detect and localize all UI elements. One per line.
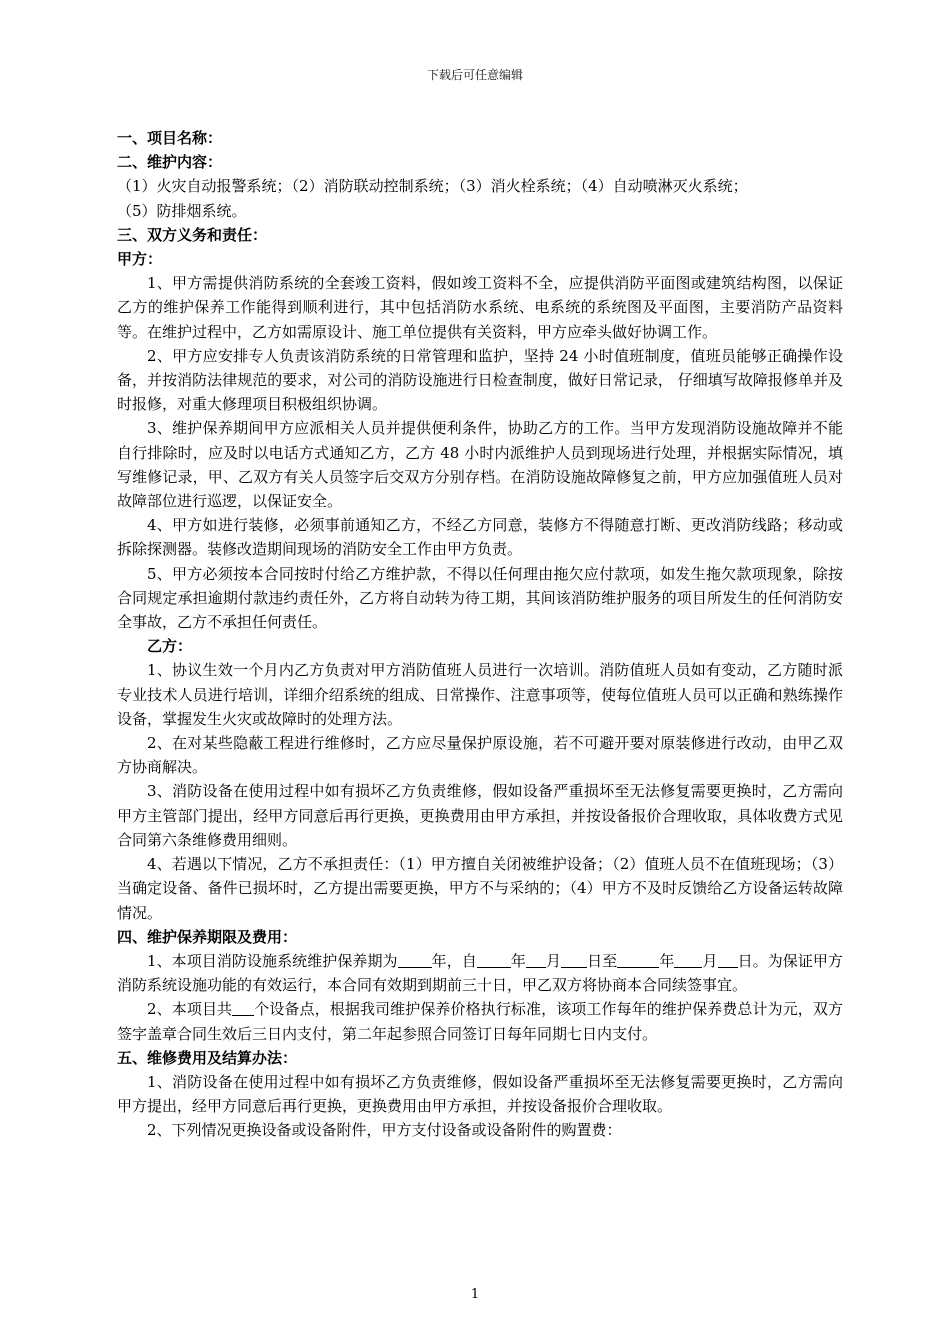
term-clause-2: [117, 997, 843, 1045]
section-heading-obligations: 三、双方义务和责任：: [117, 225, 268, 244]
party-b-clause-2: 2、在对某些隐蔽工程进行维修时，乙方应尽量保护原设施，若不可避开要对原装修进行改动，由甲乙双方协商解决。: [117, 734, 843, 777]
repair-clause-1: 1、消防设备在使用过程中如有损坏乙方负责维修，假如设备严重损坏至无法修复需要更换时，乙方需向甲方提出，经甲方同意后再行更换，更换费用由甲方承担，并按设备报价合理收取。: [117, 1072, 843, 1116]
system-list-line-1: （1）火灾自动报警系统；（2）消防联动控制系统；（3）消火栓系统；（4）自动喷淋灭火系统；: [117, 177, 748, 196]
fee-text-1: 2、本项目共: [147, 1000, 233, 1019]
term-text-6: 年: [659, 951, 675, 970]
party-a-clause-4: 4、甲方如进行装修，必须事前通知乙方，不经乙方同意，装修方不得随意打断、更改消防线路；移动或拆除探测器。装修改造期间现场的消防安全工作由甲方负责。: [117, 516, 843, 559]
blank-years[interactable]: [398, 951, 432, 968]
party-a-heading: 甲方：: [117, 250, 163, 269]
section-heading-project-name: 一、项目名称：: [117, 129, 223, 147]
party-a-clause-2: 2、甲方应安排专人负责该消防系统的日常管理和监护，坚持 24 小时值班制度，值班员能够正确操作设备，并按消防法律规范的要求，对公司的消防设施进行日检查制度，做好日常记录， 仔细填写故障报修单并及时报修，对重大修理项目积极组织协调。: [117, 346, 843, 414]
term-clause-1: [117, 949, 843, 997]
page-number: 1: [470, 1287, 480, 1302]
party-b-clause-4: 4、若遇以下情况，乙方不承担责任：（1）甲方擅自关闭被维护设备；（2）值班人员不在值班现场；（3）当确定设备、备件已损坏时，乙方提出需要更换，甲方不与采纳的；（4）甲方不及时反馈给乙方设备运转故障情况。: [117, 855, 843, 922]
party-b-heading: 乙方：: [147, 637, 193, 656]
blank-start-month[interactable]: [526, 951, 546, 968]
term-text-4: 月: [545, 951, 562, 970]
blank-end-month[interactable]: [674, 951, 702, 968]
blank-end-day[interactable]: [718, 951, 738, 968]
term-text-7: 月: [702, 951, 718, 970]
section-heading-repair-costs: 五、维修费用及结算办法：: [117, 1048, 298, 1067]
blank-start-year[interactable]: [477, 951, 511, 968]
party-b-clause-3: 3、消防设备在使用过程中如有损坏乙方负责维修，假如设备严重损坏至无法修复需要更换时，乙方需向甲方主管部门提出，经甲方同意后再行更换，更换费用由甲方承担，并按设备报价合理收取，具体收费方式见合同第六条维修费用细则。: [117, 782, 843, 849]
party-a-clause-5: 5、甲方必须按本合同按时付给乙方维护款，不得以任何理由拖欠应付款项，如发生拖欠款项现象，除按合同规定承担逾期付款违约责任外，乙方将自动转为待工期，其间该消防维护服务的项目所发生的任何消防安全事故，乙方不承担任何责任。: [117, 564, 843, 632]
blank-end-year[interactable]: [617, 951, 659, 968]
page-header: 下载后可任意编辑: [426, 68, 523, 82]
term-text-8: 日。为保证甲方消防系统设施功能的有效运行，本合同有效期到期前三十日，甲乙双方将协商本合同续签事宜。: [117, 951, 843, 995]
section-heading-maintenance-content: 二、维护内容：: [117, 153, 223, 172]
term-text-1: 1、本项目消防设施系统维护保养期为: [147, 951, 398, 970]
party-b-clause-1: 1、协议生效一个月内乙方负责对甲方消防值班人员进行一次培训。消防值班人员如有变动，乙方随时派专业技术人员进行培训，详细介绍系统的组成、日常操作、注意事项等，使每位值班人员可以正确和熟练操作设备，掌握发生火灾或故障时的处理方法。: [117, 661, 843, 728]
term-text-5: 日至: [587, 951, 618, 970]
section-heading-term-and-fees: 四、维护保养期限及费用：: [117, 927, 298, 946]
term-text-3: 年: [510, 951, 526, 970]
fee-text-2: 个设备点，根据我司维护保养价格执行标准，该项工作每年的维护保养费总计为元，双方签字盖章合同生效后三日内支付，第二年起参照合同签订日每年同期七日内支付。: [117, 1000, 843, 1043]
term-text-2: 年，自: [431, 951, 477, 970]
repair-clause-2: 2、下列情况更换设备或设备附件，甲方支付设备或设备附件的购置费：: [147, 1121, 622, 1140]
blank-device-points[interactable]: [232, 999, 254, 1016]
blank-start-day[interactable]: [561, 951, 587, 968]
document-body: [117, 126, 843, 1143]
party-a-clause-1: 1、甲方需提供消防系统的全套竣工资料，假如竣工资料不全，应提供消防平面图或建筑结构图，以保证乙方的维护保养工作能得到顺利进行，其中包括消防水系统、电系统的系统图及平面图，主要消防产品资料等。在维护过程中，乙方如需原设计、施工单位提供有关资料，甲方应牵头做好协调工作。: [117, 274, 843, 341]
system-list-line-2: （5）防排烟系统。: [117, 201, 247, 220]
party-a-clause-3: 3、维护保养期间甲方应派相关人员并提供便利条件，协助乙方的工作。当甲方发现消防设施故障并不能自行排除时，应及时以电话方式通知乙方，乙方 48 小时内派维护人员到现场进行处理，并根据实际情况，填写维修记录，甲、乙双方有关人员签字后交双方分别存档。在消防设施故障修复之前，甲方应加强值班人员对故障部位进行巡逻，以保证安全。: [117, 419, 843, 511]
